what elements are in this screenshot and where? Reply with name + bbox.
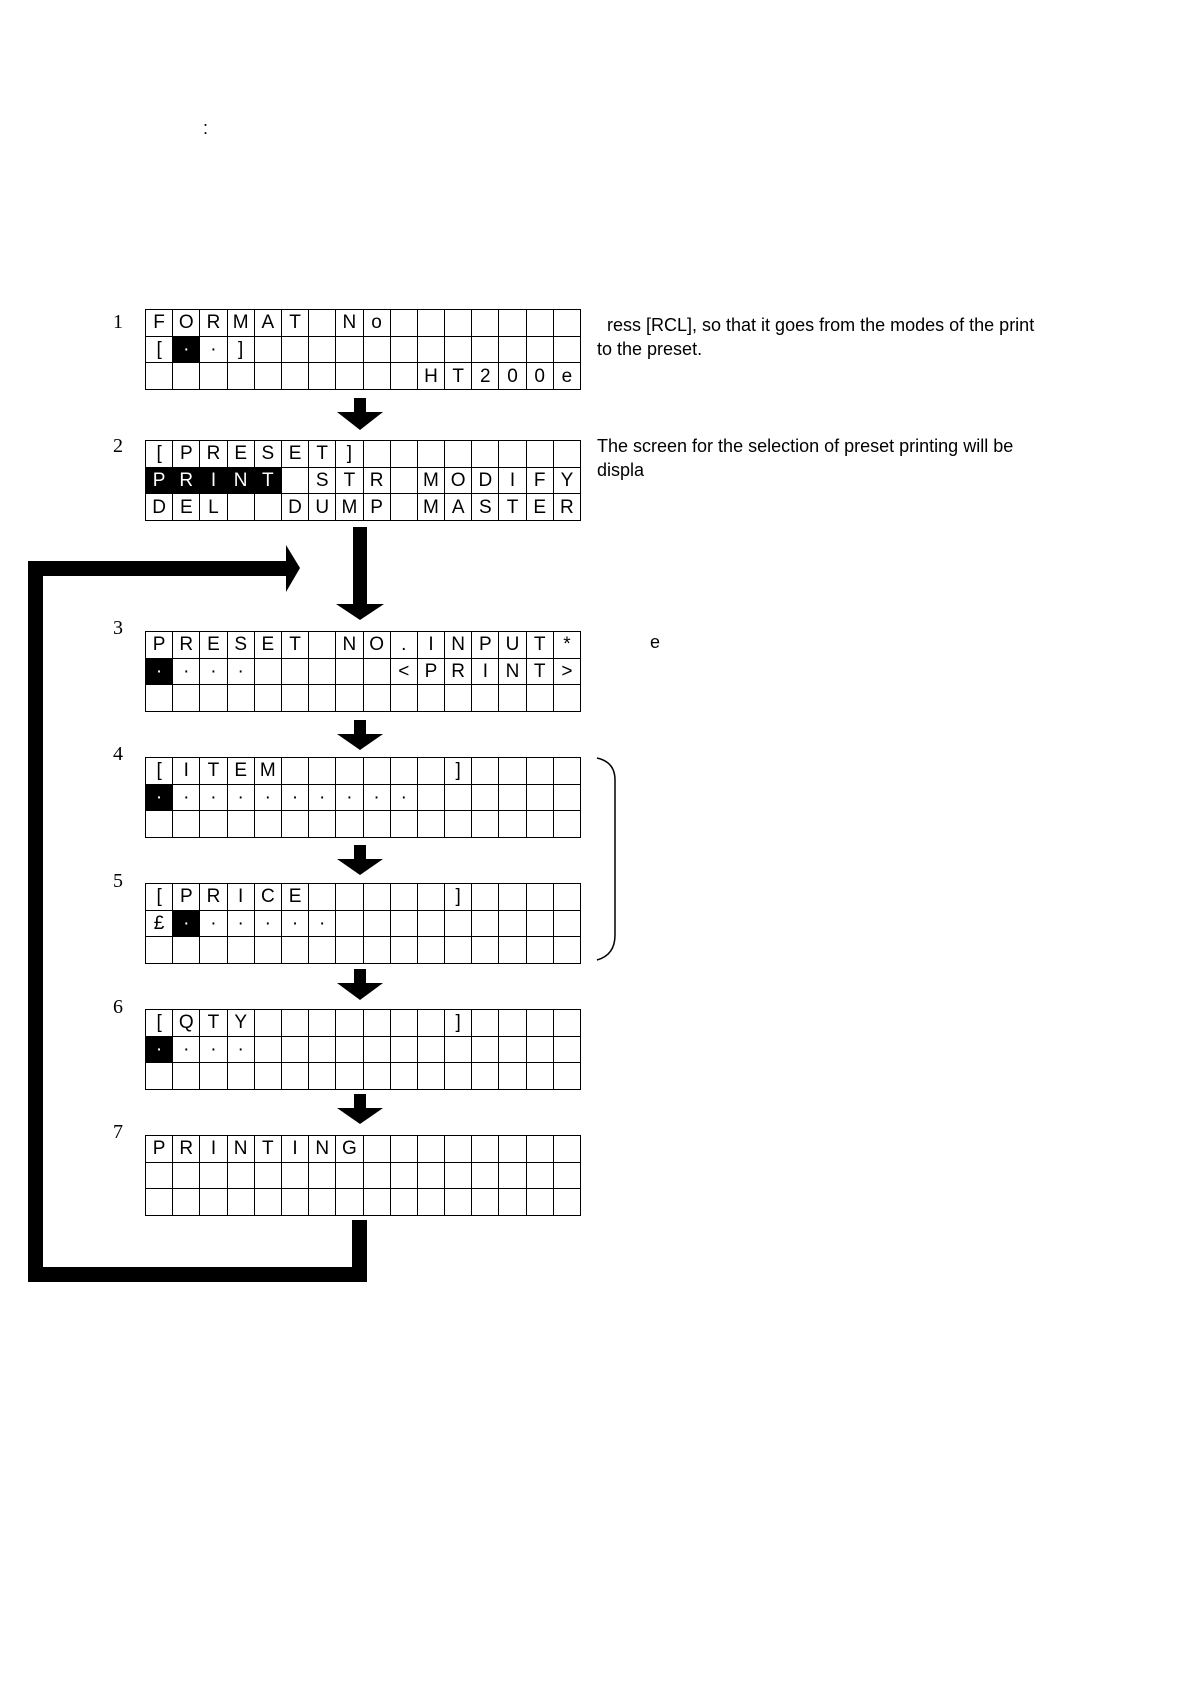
lcd-cell: E <box>282 884 309 911</box>
lcd-cell: T <box>527 632 554 659</box>
lcd-cell: N <box>499 659 526 686</box>
lcd-cell: A <box>445 494 472 521</box>
lcd-cell: P <box>146 632 173 659</box>
lcd-cell: > <box>554 659 581 686</box>
lcd-cell: I <box>472 659 499 686</box>
lcd-cell: [ <box>146 884 173 911</box>
lcd-cell: · <box>200 785 227 812</box>
lcd-cell: U <box>309 494 336 521</box>
lcd-cell: E <box>228 758 255 785</box>
step-number-5: 5 <box>113 870 123 892</box>
lcd-cell: D <box>282 494 309 521</box>
lcd-cell: · <box>146 659 173 686</box>
lcd-cell: E <box>282 441 309 468</box>
lcd-cell: R <box>173 632 200 659</box>
lcd-cell: · <box>282 785 309 812</box>
step-number-7: 7 <box>113 1121 123 1143</box>
lcd-cell: e <box>554 363 581 390</box>
lcd-cell: · <box>364 785 391 812</box>
lcd-cell: · <box>173 911 200 938</box>
lcd-cell: H <box>418 363 445 390</box>
lcd-cell: 0 <box>527 363 554 390</box>
step-number-6: 6 <box>113 996 123 1018</box>
step-number-4: 4 <box>113 743 123 765</box>
lcd-cell: P <box>146 1136 173 1163</box>
step-number-1: 1 <box>113 311 123 333</box>
lcd-cell: C <box>255 884 282 911</box>
bracket-steps-4-5 <box>597 758 615 960</box>
down-arrow-5-6 <box>337 969 383 1000</box>
lcd-cell: S <box>255 441 282 468</box>
lcd-cell: · <box>391 785 418 812</box>
lcd-cell: ] <box>445 758 472 785</box>
lcd-cell: [ <box>146 441 173 468</box>
lcd-cell: P <box>146 468 173 495</box>
lcd-cell: L <box>200 494 227 521</box>
lcd-cell: I <box>200 1136 227 1163</box>
header-colon: : <box>203 118 209 138</box>
lcd-cell: I <box>499 468 526 495</box>
down-arrow-3-4 <box>337 720 383 750</box>
lcd-cell: · <box>173 659 200 686</box>
lcd-cell: R <box>200 310 227 337</box>
lcd-cell: I <box>418 632 445 659</box>
lcd-cell: · <box>282 911 309 938</box>
lcd-cell: N <box>309 1136 336 1163</box>
lcd-cell: ] <box>336 441 363 468</box>
lcd-cell: ] <box>445 884 472 911</box>
lcd-cell: T <box>255 468 282 495</box>
lcd-cell: P <box>364 494 391 521</box>
lcd-cell: R <box>173 468 200 495</box>
down-arrow-4-5 <box>337 845 383 875</box>
lcd-cell: T <box>309 441 336 468</box>
lcd-cell: I <box>282 1136 309 1163</box>
lcd-cell: ] <box>228 337 255 364</box>
lcd-cell: A <box>255 310 282 337</box>
lcd-cell: T <box>499 494 526 521</box>
lcd-cell: E <box>255 632 282 659</box>
lcd-cell: · <box>146 785 173 812</box>
lcd-cell: R <box>200 441 227 468</box>
lcd-cell: I <box>228 884 255 911</box>
lcd-cell: · <box>228 659 255 686</box>
lcd-cell: T <box>200 1010 227 1037</box>
lcd-cell: Q <box>173 1010 200 1037</box>
lcd-cell: R <box>554 494 581 521</box>
lcd-cell: · <box>200 1037 227 1064</box>
lcd-cell: · <box>146 1037 173 1064</box>
step-number-2: 2 <box>113 435 123 457</box>
lcd-cell: N <box>445 632 472 659</box>
lcd-cell: N <box>336 632 363 659</box>
lcd-cell: R <box>200 884 227 911</box>
lcd-cell: · <box>200 659 227 686</box>
lcd-cell: · <box>255 785 282 812</box>
lcd-cell: · <box>309 911 336 938</box>
lcd-cell: E <box>200 632 227 659</box>
description-step-3: e <box>650 632 661 652</box>
lcd-cell: F <box>527 468 554 495</box>
lcd-cell: O <box>445 468 472 495</box>
description-step-2: The screen for the selection of preset printing will be displa <box>597 436 1014 480</box>
lcd-cell: I <box>200 468 227 495</box>
lcd-cell: · <box>309 785 336 812</box>
lcd-cell: F <box>146 310 173 337</box>
lcd-cell: D <box>472 468 499 495</box>
lcd-cell: E <box>173 494 200 521</box>
lcd-cell: T <box>282 632 309 659</box>
lcd-cell: · <box>255 911 282 938</box>
lcd-cell: M <box>418 494 445 521</box>
lcd-cell: o <box>364 310 391 337</box>
lcd-cell: N <box>228 468 255 495</box>
lcd-cell: · <box>200 337 227 364</box>
lcd-cell: S <box>228 632 255 659</box>
lcd-cell: · <box>228 785 255 812</box>
lcd-cell: U <box>499 632 526 659</box>
lcd-cell: E <box>527 494 554 521</box>
down-arrow-2-3 <box>336 527 384 620</box>
lcd-cell: S <box>472 494 499 521</box>
lcd-cell: O <box>173 310 200 337</box>
lcd-cell: · <box>200 911 227 938</box>
lcd-cell: R <box>173 1136 200 1163</box>
lcd-cell: T <box>282 310 309 337</box>
lcd-cell: T <box>336 468 363 495</box>
lcd-cell: . <box>391 632 418 659</box>
lcd-cell: R <box>364 468 391 495</box>
lcd-cell: £ <box>146 911 173 938</box>
down-arrow-6-7 <box>337 1094 383 1124</box>
lcd-cell: P <box>418 659 445 686</box>
lcd-cell: ] <box>445 1010 472 1037</box>
lcd-cell: I <box>173 758 200 785</box>
lcd-cell: · <box>336 785 363 812</box>
lcd-cell: G <box>336 1136 363 1163</box>
lcd-cell: Y <box>554 468 581 495</box>
lcd-cell: < <box>391 659 418 686</box>
lcd-cell: T <box>445 363 472 390</box>
step-number-3: 3 <box>113 617 123 639</box>
lcd-cell: · <box>173 785 200 812</box>
lcd-cell: R <box>445 659 472 686</box>
lcd-cell: 2 <box>472 363 499 390</box>
lcd-cell: D <box>146 494 173 521</box>
lcd-cell: T <box>200 758 227 785</box>
lcd-cell: T <box>527 659 554 686</box>
lcd-cell: · <box>228 911 255 938</box>
lcd-cell: [ <box>146 758 173 785</box>
lcd-cell: · <box>173 1037 200 1064</box>
lcd-cell: [ <box>146 1010 173 1037</box>
lcd-cell: · <box>228 1037 255 1064</box>
lcd-cell: M <box>418 468 445 495</box>
lcd-cell: P <box>472 632 499 659</box>
lcd-cell: S <box>309 468 336 495</box>
lcd-cell: P <box>173 441 200 468</box>
lcd-cell: M <box>255 758 282 785</box>
lcd-cell: N <box>336 310 363 337</box>
lcd-cell: Y <box>228 1010 255 1037</box>
lcd-cell: 0 <box>499 363 526 390</box>
lcd-cell: M <box>336 494 363 521</box>
lcd-cell: O <box>364 632 391 659</box>
down-arrow-1-2 <box>337 398 383 430</box>
description-step-1: ress [RCL], so that it goes from the modes of the print to the preset. <box>597 315 1035 359</box>
lcd-cell: T <box>255 1136 282 1163</box>
loop-back-arrow <box>28 545 367 1282</box>
lcd-cell: · <box>173 337 200 364</box>
lcd-cell: * <box>554 632 581 659</box>
lcd-cell: [ <box>146 337 173 364</box>
lcd-cell: N <box>228 1136 255 1163</box>
lcd-cell: M <box>228 310 255 337</box>
lcd-cell: E <box>228 441 255 468</box>
lcd-cell: P <box>173 884 200 911</box>
